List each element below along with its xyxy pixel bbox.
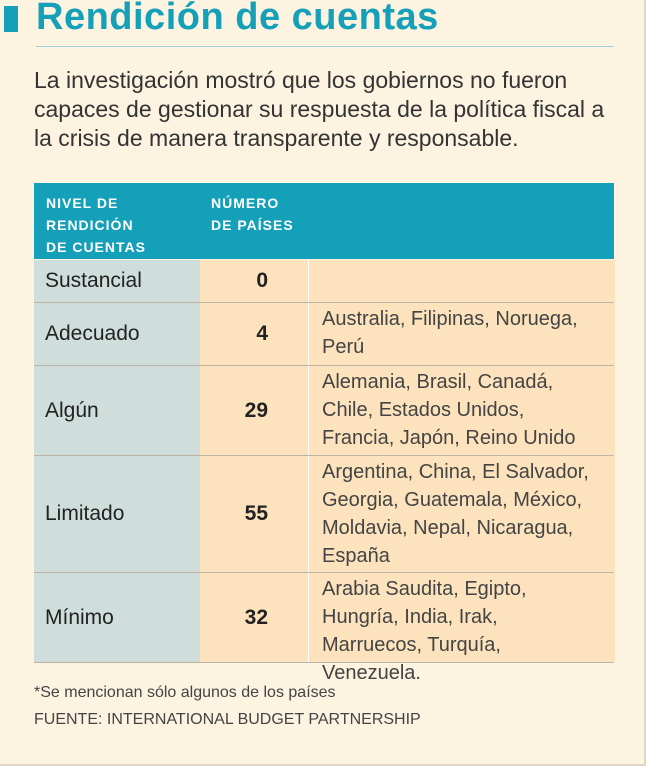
level-cell	[34, 573, 200, 662]
count-cell	[200, 303, 308, 365]
countries-list: Alemania, Brasil, Canadá, Chile, Estados Unidos, Francia, Japón, Reino Unido	[322, 371, 576, 449]
header-number-of-countries	[211, 192, 294, 236]
country-count: 4	[256, 322, 268, 345]
level-label: Mínimo	[45, 605, 114, 629]
header-count-line: DE PAÍSES	[211, 217, 294, 233]
level-label: Algún	[45, 398, 99, 422]
header-count-line: NÚMERO	[211, 195, 280, 211]
level-cell	[34, 366, 200, 455]
page-title: Rendición de cuentas	[36, 0, 439, 38]
level-cell	[34, 456, 200, 572]
countries-cell	[308, 303, 615, 365]
count-cell	[200, 456, 308, 572]
countries-list: Argentina, China, El Salvador, Georgia, Guatemala, México, Moldavia, Nepal, Nicaragua, España	[322, 461, 589, 567]
footnote: *Se mencionan sólo algunos de los países	[34, 684, 336, 701]
count-cell	[200, 260, 308, 302]
source-credit: FUENTE: INTERNATIONAL BUDGET PARTNERSHIP	[34, 711, 421, 728]
table-row	[34, 456, 614, 573]
table-row	[34, 573, 614, 684]
countries-cell	[308, 573, 615, 684]
intro-paragraph: La investigación mostró que los gobiernos no fueron capaces de gestionar su respuesta de la política fiscal a la crisis de manera transparente y responsable.	[34, 67, 605, 151]
level-label: Limitado	[45, 502, 125, 525]
country-count: 32	[244, 605, 268, 629]
table-row	[34, 260, 614, 303]
countries-cell	[308, 456, 615, 572]
header-level-of-accountability	[46, 192, 146, 258]
level-cell	[34, 303, 200, 365]
header-level-line: DE CUENTAS	[46, 239, 146, 255]
table-row	[34, 366, 614, 456]
level-label: Sustancial	[45, 269, 142, 292]
header-level-line: RENDICIÓN	[46, 217, 134, 233]
table-header	[34, 183, 614, 259]
countries-cell	[308, 366, 615, 455]
level-label: Adecuado	[45, 322, 140, 345]
accountability-table	[34, 183, 614, 684]
level-cell	[34, 260, 200, 302]
table-row	[34, 303, 614, 366]
country-count: 29	[244, 398, 268, 422]
count-cell	[200, 573, 308, 662]
country-count: 55	[244, 502, 268, 525]
country-count: 0	[256, 269, 268, 292]
header-level-line: NIVEL DE	[46, 195, 119, 211]
countries-list: Australia, Filipinas, Noruega, Perú	[322, 308, 578, 358]
title-divider	[36, 46, 614, 47]
count-cell	[200, 366, 308, 455]
countries-list: Arabia Saudita, Egipto, Hungría, India, Irak, Marruecos, Turquía, Venezuela.	[322, 578, 527, 684]
title-accent-bar	[4, 6, 18, 32]
countries-cell	[308, 260, 615, 302]
